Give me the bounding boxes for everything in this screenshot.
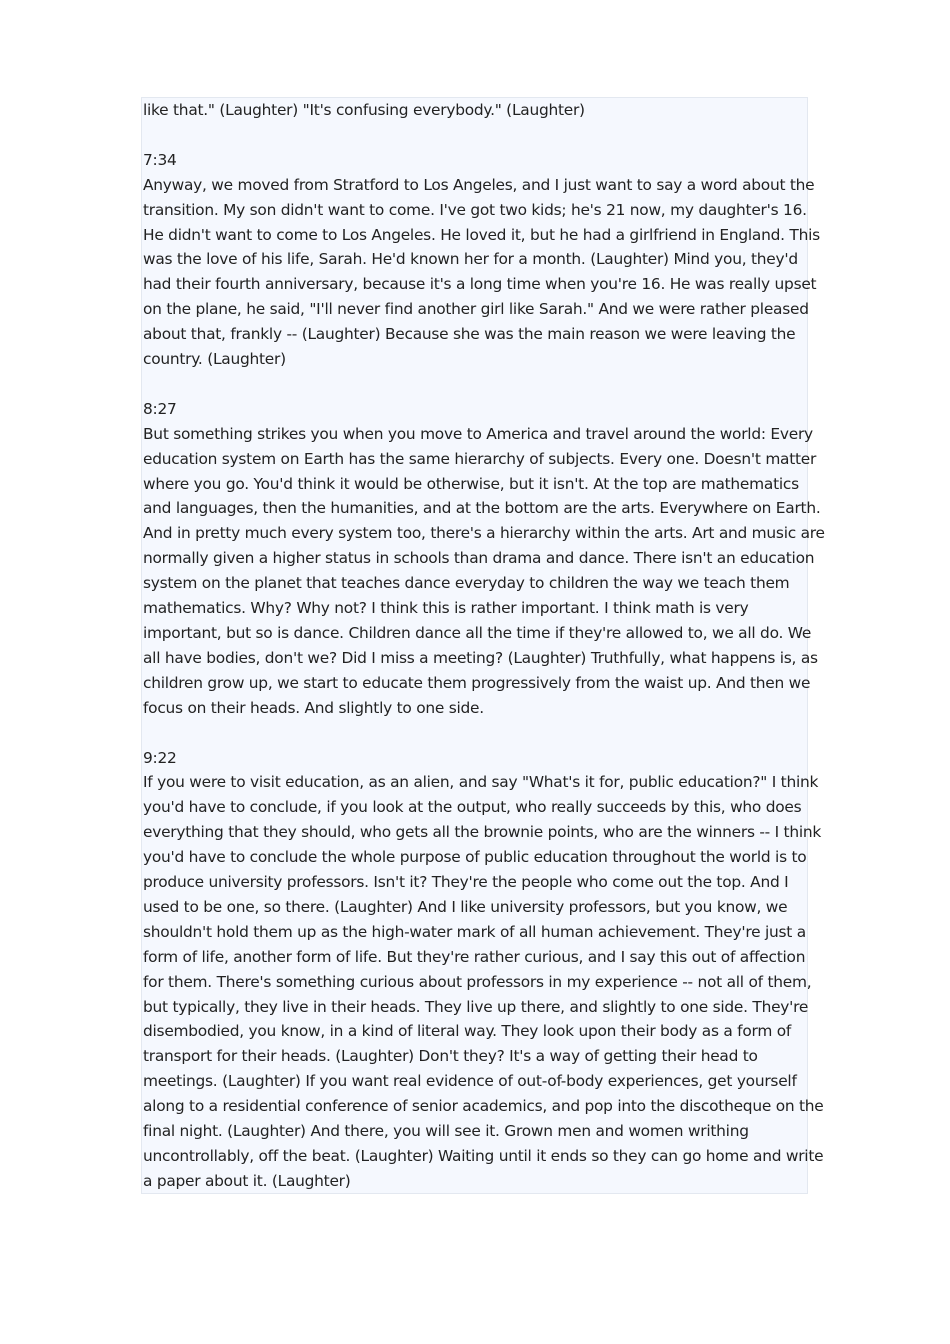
section-timestamp: 7:34	[143, 150, 177, 169]
transcript-text	[143, 98, 833, 1194]
section-spacer	[143, 372, 833, 397]
section-paragraph: Anyway, we moved from Stratford to Los Angeles, and I just want to say a word about the transition. My son didn't want to come. I've got two kids; he's 21 now, my daughter's 16. He didn't want to come to Los Angeles. He loved it, but he had a girlfriend in England. This was the love of his life, Sarah. He'd known her for a month. (Laughter) Mind you, they'd had their fourth anniversary, because it's a long time when you're 16. He was really upset on the plane, he said, "I'll never find another girl like Sarah." And we were rather pleased about that, frankly -- (Laughter) Because she was the main reason we were leaving the country. (Laughter)	[143, 175, 820, 369]
section-timestamp: 8:27	[143, 399, 177, 418]
section-paragraph: If you were to visit education, as an alien, and say "What's it for, public education?" I think you'd have to conclude, if you look at the output, who really succeeds by this, who does everything that they should, who gets all the brownie points, who are the winners -- I think you'd have to conclude the whole purpose of public education throughout the world is to produce university professors. Isn't it? They're the people who come out the top. And I used to be one, so there. (Laughter) And I like university professors, but you know, we shouldn't hold them up as the high-water mark of all human achievement. They're just a form of life, another form of life. But they're rather curious, and I say this out of affection for them. There's something curious about professors in my experience -- not all of them, but typically, they live in their heads. They live up there, and slightly to one side. They're disembodied, you know, in a kind of literal way. They look upon their body as a form of transport for their heads. (Laughter) Don't they? It's a way of getting their head to meetings. (Laughter) If you want real evidence of out-of-body experiences, get yourself along to a residential conference of senior academics, and pop into the discotheque on the final night. (Laughter) And there, you will see it. Grown men and women writhing uncontrollably, off the beat. (Laughter) Waiting until it ends so they can go home and write a paper about it. (Laughter)	[143, 773, 824, 1190]
section-spacer	[143, 721, 833, 746]
section-paragraph: But something strikes you when you move to America and travel around the world: Every education system on Earth has the same hierarchy of subjects. Every one. Doesn't matter where you go. You'd think it would be otherwise, but it isn't. At the top are mathematics and languages, then the humanities, and at the bottom are the arts. Everywhere on Earth. And in pretty much every system too, there's a hierarchy within the arts. Art and music are normally given a higher status in schools than drama and dance. There isn't an education system on the planet that teaches dance everyday to children the way we teach them mathematics. Why? Why not? I think this is rather important. I think math is very important, but so is dance. Children dance all the time if they're allowed to, we all do. We all have bodies, don't we? Did I miss a meeting? (Laughter) Truthfully, what happens is, as children grow up, we start to educate them progressively from the waist up. And then we focus on their heads. And slightly to one side.	[143, 424, 825, 717]
section-timestamp: 9:22	[143, 748, 177, 767]
intro-line: like that." (Laughter) "It's confusing everybody." (Laughter)	[143, 101, 585, 119]
section-spacer	[143, 123, 833, 148]
